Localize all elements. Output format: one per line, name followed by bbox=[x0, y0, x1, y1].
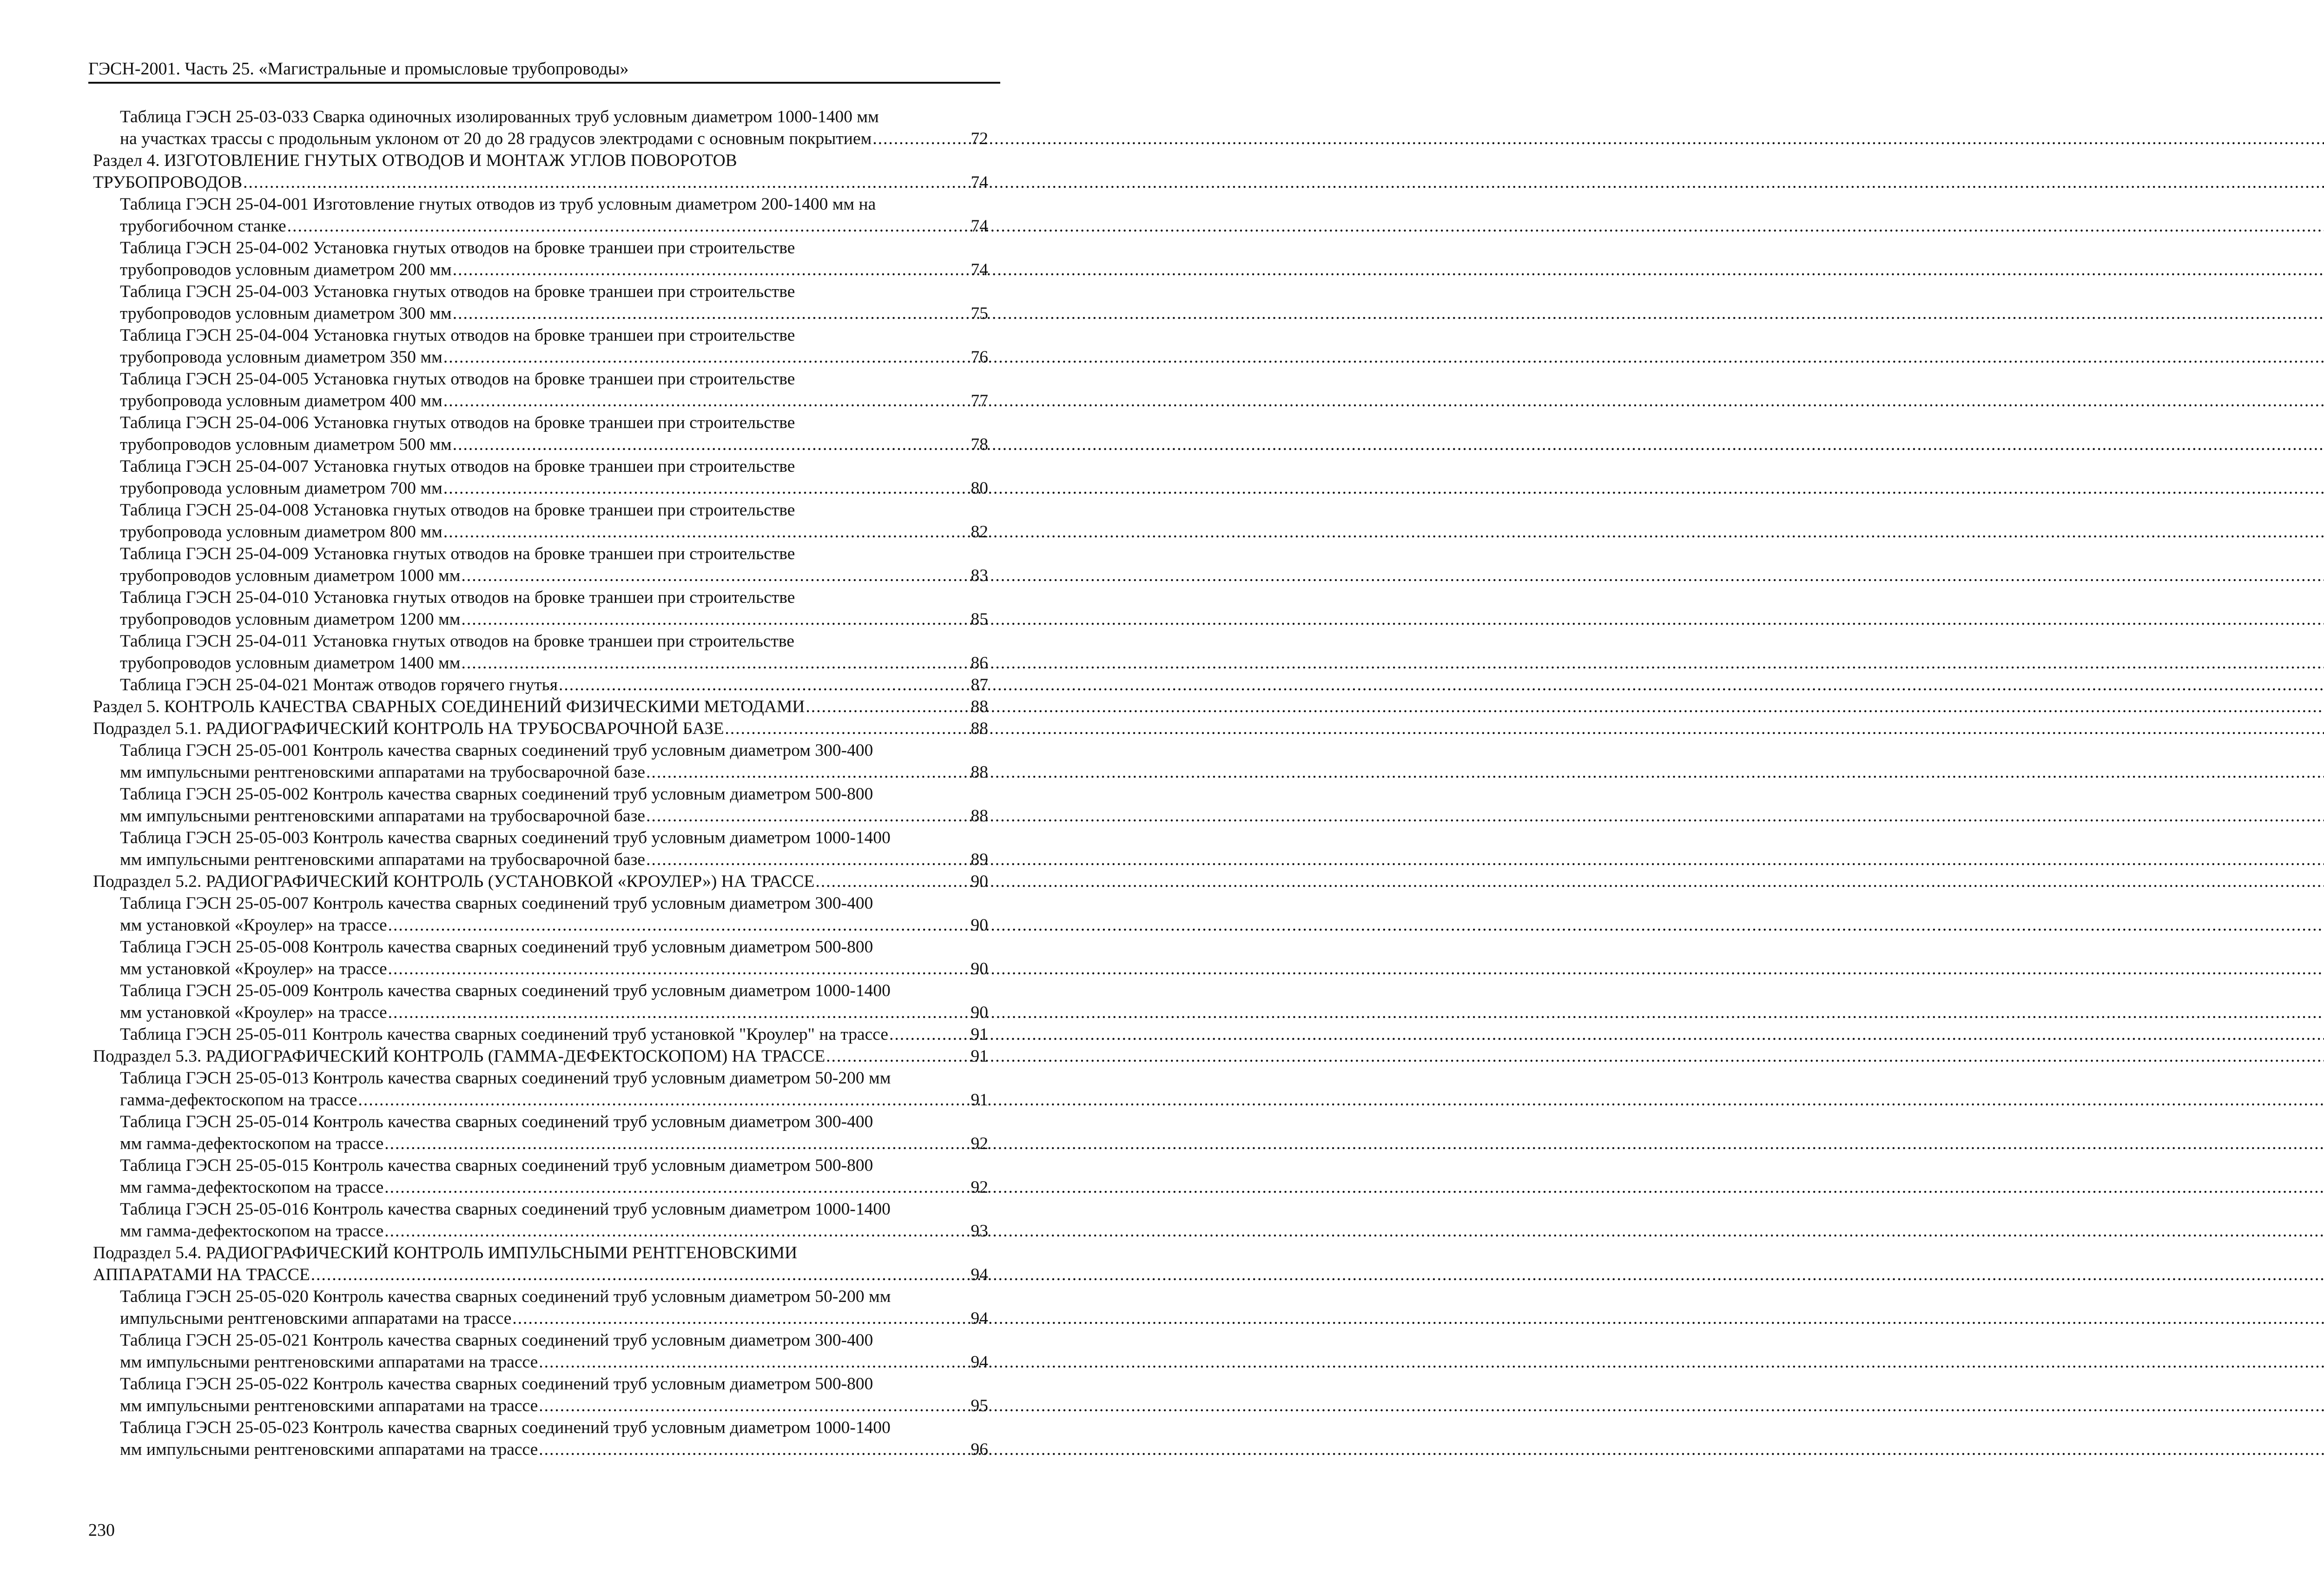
toc-table-entry bbox=[93, 1155, 988, 1198]
toc-page-number: 92 bbox=[971, 1178, 988, 1197]
toc-entry-last-line bbox=[120, 1351, 988, 1373]
toc-entry-text: Раздел 5. КОНТРОЛЬ КАЧЕСТВА СВАРНЫХ СОЕДИНЕНИЙ ФИЗИЧЕСКИМИ МЕТОДАМИ bbox=[93, 697, 805, 716]
toc-entry-last-line bbox=[120, 761, 988, 783]
toc-entry-text: трубопроводов условным диаметром 1000 мм bbox=[120, 566, 461, 585]
dot-leader bbox=[461, 652, 970, 674]
toc-table-entry bbox=[93, 1329, 988, 1373]
dot-leader bbox=[443, 477, 970, 499]
toc-entry-text: трубопроводов условным диаметром 300 мм bbox=[120, 304, 452, 323]
toc-table-entry bbox=[93, 106, 988, 150]
toc-entry-text: Таблица ГЭСН 25-05-021 Контроль качества сварных соединений труб условным диаметром 300-400 bbox=[120, 1331, 873, 1350]
toc-page-number: 72 bbox=[971, 129, 988, 148]
header-rule bbox=[88, 82, 1000, 84]
toc-entry-text: трубопровода условным диаметром 800 мм bbox=[120, 522, 442, 542]
toc-entry-last-line bbox=[120, 958, 988, 980]
toc-entry-text: Таблица ГЭСН 25-04-007 Установка гнутых отводов на бровке траншеи при строительстве bbox=[120, 457, 795, 476]
dot-leader bbox=[539, 1351, 970, 1373]
dot-leader bbox=[453, 303, 970, 324]
dot-leader bbox=[443, 390, 970, 412]
toc-entry-last-line bbox=[120, 215, 988, 237]
toc-entry-last-line bbox=[120, 674, 988, 696]
toc-entry-text: мм импульсными рентгеновскими аппаратами на трубосварочной базе bbox=[120, 850, 646, 869]
toc-entry-last-line bbox=[120, 1002, 988, 1024]
toc-page-number: 88 bbox=[971, 763, 988, 782]
toc-section-entry bbox=[93, 1242, 988, 1286]
toc-entry-text: мм установкой «Кроулер» на трассе bbox=[120, 1003, 387, 1022]
toc-entry-last-line bbox=[93, 172, 988, 193]
toc-entry-last-line bbox=[120, 303, 988, 324]
dot-leader bbox=[559, 674, 970, 696]
toc-table-entry bbox=[93, 1417, 988, 1460]
toc-entry-last-line bbox=[120, 390, 988, 412]
toc-entry-last-line bbox=[120, 1220, 988, 1242]
toc-entry-last-line bbox=[120, 346, 988, 368]
toc-entry-last-line bbox=[120, 914, 988, 936]
toc-page-number: 90 bbox=[971, 959, 988, 978]
toc-page-number: 77 bbox=[971, 391, 988, 410]
toc-page-number: 93 bbox=[971, 1222, 988, 1241]
toc-table-entry bbox=[93, 587, 988, 630]
toc-section-entry bbox=[93, 871, 988, 892]
dot-leader bbox=[889, 1024, 970, 1045]
toc-entry-last-line bbox=[120, 1176, 988, 1198]
toc-entry-text: Таблица ГЭСН 25-05-007 Контроль качества сварных соединений труб условным диаметром 300-400 bbox=[120, 894, 873, 913]
toc-entry-text: Таблица ГЭСН 25-04-021 Монтаж отводов горячего гнутья bbox=[120, 675, 558, 694]
toc-entry-text: мм гамма-дефектоскопом на трассе bbox=[120, 1178, 384, 1197]
toc-page-number: 80 bbox=[971, 479, 988, 498]
toc-entry-last-line bbox=[93, 1264, 988, 1286]
toc-page-number: 78 bbox=[971, 435, 988, 454]
toc-page-number: 88 bbox=[971, 719, 988, 738]
dot-leader bbox=[826, 1045, 970, 1067]
toc-table-entry bbox=[93, 892, 988, 936]
toc-entry-text: Таблица ГЭСН 25-04-008 Установка гнутых отводов на бровке траншеи при строительстве bbox=[120, 501, 795, 520]
toc-page-number: 86 bbox=[971, 654, 988, 673]
toc-entry-text: мм установкой «Кроулер» на трассе bbox=[120, 959, 387, 978]
toc-entry-text: Таблица ГЭСН 25-04-003 Установка гнутых отводов на бровке траншеи при строительстве bbox=[120, 282, 795, 301]
toc-entry-text: Таблица ГЭСН 25-04-011 Установка гнутых отводов на бровке траншеи при строительстве bbox=[120, 632, 794, 651]
toc-entry-last-line bbox=[120, 565, 988, 587]
toc-entry-last-line bbox=[120, 849, 988, 871]
toc-table-entry bbox=[93, 499, 988, 543]
dot-leader bbox=[384, 1220, 970, 1242]
toc-table-entry bbox=[93, 783, 988, 827]
toc-entry-last-line bbox=[120, 1133, 988, 1155]
dot-leader bbox=[388, 1002, 970, 1024]
toc-entry-text: мм импульсными рентгеновскими аппаратами на трубосварочной базе bbox=[120, 806, 646, 826]
toc-entry-text: ТРУБОПРОВОДОВ bbox=[93, 173, 243, 192]
toc-page-number: 90 bbox=[971, 872, 988, 891]
toc-page-number: 94 bbox=[971, 1309, 988, 1328]
toc-entry-text: Таблица ГЭСН 25-04-002 Установка гнутых отводов на бровке траншеи при строительстве bbox=[120, 238, 795, 258]
toc-page-number: 90 bbox=[971, 916, 988, 935]
toc-table-entry bbox=[93, 1111, 988, 1155]
toc-page-number: 74 bbox=[971, 173, 988, 192]
dot-leader bbox=[646, 849, 970, 871]
dot-leader bbox=[806, 696, 970, 718]
toc-table-entry bbox=[93, 827, 988, 871]
toc-page-number: 87 bbox=[971, 675, 988, 694]
dot-leader bbox=[646, 805, 970, 827]
toc-entry-text: мм импульсными рентгеновскими аппаратами на трассе bbox=[120, 1353, 538, 1372]
toc-page-number: 88 bbox=[971, 697, 988, 716]
toc-page-number: 75 bbox=[971, 304, 988, 323]
toc-section-entry bbox=[93, 1045, 988, 1067]
toc-entry-text: Таблица ГЭСН 25-05-013 Контроль качества сварных соединений труб условным диаметром 50-200 мм bbox=[120, 1069, 891, 1088]
toc-page-number: 95 bbox=[971, 1396, 988, 1415]
toc-entry-text: трубопровода условным диаметром 400 мм bbox=[120, 391, 442, 410]
toc-page-number: 88 bbox=[971, 806, 988, 826]
toc-entry-last-line bbox=[120, 1024, 988, 1045]
toc-entry-last-line bbox=[93, 1045, 988, 1067]
toc-entry-text: трубопровода условным диаметром 700 мм bbox=[120, 479, 442, 498]
toc-page-number: 91 bbox=[971, 1090, 988, 1110]
toc-entry-text: АППАРАТАМИ НА ТРАССЕ bbox=[93, 1265, 310, 1284]
toc-page-number: 74 bbox=[971, 217, 988, 236]
dot-leader bbox=[539, 1439, 970, 1460]
dot-leader bbox=[461, 608, 970, 630]
toc-entry-text: мм импульсными рентгеновскими аппаратами на трассе bbox=[120, 1396, 538, 1415]
toc-page-number: 92 bbox=[971, 1134, 988, 1153]
toc-entry-text: мм установкой «Кроулер» на трассе bbox=[120, 916, 387, 935]
toc-entry-last-line bbox=[120, 1395, 988, 1417]
toc-entry-last-line bbox=[120, 128, 988, 150]
toc-page-number: 76 bbox=[971, 348, 988, 367]
toc-page-number: 91 bbox=[971, 1025, 988, 1044]
toc-entry-text: Таблица ГЭСН 25-03-033 Сварка одиночных изолированных труб условным диаметром 1000-1400 мм bbox=[120, 107, 879, 126]
toc-entry-text: трубопроводов условным диаметром 500 мм bbox=[120, 435, 452, 454]
toc-page-number: 85 bbox=[971, 610, 988, 629]
toc-table-entry bbox=[93, 324, 988, 368]
toc-page-number: 96 bbox=[971, 1440, 988, 1459]
toc-entry-last-line bbox=[120, 608, 988, 630]
toc-page-number: 94 bbox=[971, 1265, 988, 1284]
toc-entry-text: трубогибочном станке bbox=[120, 217, 286, 236]
toc-entry-text: Раздел 4. ИЗГОТОВЛЕНИЕ ГНУТЫХ ОТВОДОВ И МОНТАЖ УГЛОВ ПОВОРОТОВ bbox=[93, 151, 737, 170]
dot-leader bbox=[443, 346, 970, 368]
toc-entry-text: Таблица ГЭСН 25-05-001 Контроль качества сварных соединений труб условным диаметром 300-400 bbox=[120, 741, 873, 760]
dot-leader bbox=[384, 1133, 970, 1155]
toc-entry-text: Таблица ГЭСН 25-04-010 Установка гнутых отводов на бровке траншеи при строительстве bbox=[120, 588, 795, 607]
table-of-contents bbox=[93, 106, 988, 1460]
document-page bbox=[0, 0, 1098, 1592]
toc-page-number: 89 bbox=[971, 850, 988, 869]
toc-table-entry bbox=[93, 193, 988, 237]
toc-table-entry bbox=[93, 237, 988, 281]
dot-leader bbox=[512, 1308, 970, 1329]
dot-leader bbox=[243, 172, 970, 193]
toc-entry-text: Подраздел 5.3. РАДИОГРАФИЧЕСКИЙ КОНТРОЛЬ (ГАММА-ДЕФЕКТОСКОПОМ) НА ТРАССЕ bbox=[93, 1047, 825, 1066]
toc-table-entry bbox=[93, 1286, 988, 1329]
toc-entry-text: Подраздел 5.1. РАДИОГРАФИЧЕСКИЙ КОНТРОЛЬ НА ТРУБОСВАРОЧНОЙ БАЗЕ bbox=[93, 719, 724, 738]
dot-leader bbox=[872, 128, 970, 150]
toc-table-entry bbox=[93, 281, 988, 324]
toc-page-number: 82 bbox=[971, 522, 988, 542]
toc-section-entry bbox=[93, 718, 988, 740]
toc-entry-text: Таблица ГЭСН 25-05-020 Контроль качества сварных соединений труб условным диаметром 50-200 мм bbox=[120, 1287, 891, 1306]
toc-entry-text: трубопроводов условным диаметром 1400 мм bbox=[120, 654, 461, 673]
dot-leader bbox=[388, 958, 970, 980]
toc-entry-text: мм импульсными рентгеновскими аппаратами на трассе bbox=[120, 1440, 538, 1459]
toc-table-entry bbox=[93, 412, 988, 456]
toc-entry-text: Таблица ГЭСН 25-04-004 Установка гнутых отводов на бровке траншеи при строительстве bbox=[120, 326, 795, 345]
toc-entry-text: Подраздел 5.4. РАДИОГРАФИЧЕСКИЙ КОНТРОЛЬ ИМПУЛЬСНЫМИ РЕНТГЕНОВСКИМИ bbox=[93, 1243, 798, 1262]
dot-leader bbox=[358, 1089, 970, 1111]
dot-leader bbox=[453, 434, 970, 456]
toc-entry-text: импульсными рентгеновскими аппаратами на трассе bbox=[120, 1309, 512, 1328]
toc-entry-text: трубопроводов условным диаметром 200 мм bbox=[120, 260, 452, 279]
toc-entry-text: на участках трассы с продольным уклоном от 20 до 28 градусов электродами с основным покрытием bbox=[120, 129, 872, 148]
running-header: ГЭСН-2001. Часть 25. «Магистральные и промысловые трубопроводы» bbox=[88, 59, 629, 79]
toc-table-entry bbox=[93, 1024, 988, 1045]
toc-table-entry bbox=[93, 1067, 988, 1111]
toc-entry-last-line bbox=[120, 1439, 988, 1460]
dot-leader bbox=[725, 718, 970, 740]
toc-entry-text: Таблица ГЭСН 25-05-015 Контроль качества сварных соединений труб условным диаметром 500-800 bbox=[120, 1156, 873, 1175]
toc-entry-last-line bbox=[120, 652, 988, 674]
toc-section-entry bbox=[93, 696, 988, 718]
toc-table-entry bbox=[93, 936, 988, 980]
dot-leader bbox=[815, 871, 970, 892]
toc-entry-text: Таблица ГЭСН 25-04-006 Установка гнутых отводов на бровке траншеи при строительстве bbox=[120, 413, 795, 432]
toc-table-entry bbox=[93, 740, 988, 783]
dot-leader bbox=[287, 215, 970, 237]
toc-entry-text: мм гамма-дефектоскопом на трассе bbox=[120, 1134, 384, 1153]
toc-entry-text: Таблица ГЭСН 25-05-022 Контроль качества сварных соединений труб условным диаметром 500-800 bbox=[120, 1374, 873, 1394]
toc-table-entry bbox=[93, 456, 988, 499]
toc-entry-text: Подраздел 5.2. РАДИОГРАФИЧЕСКИЙ КОНТРОЛЬ (УСТАНОВКОЙ «КРОУЛЕР») НА ТРАССЕ bbox=[93, 872, 815, 891]
dot-leader bbox=[311, 1264, 970, 1286]
toc-page-number: 91 bbox=[971, 1047, 988, 1066]
toc-entry-last-line bbox=[93, 718, 988, 740]
toc-entry-text: Таблица ГЭСН 25-05-014 Контроль качества сварных соединений труб условным диаметром 300-400 bbox=[120, 1112, 873, 1131]
toc-entry-text: мм гамма-дефектоскопом на трассе bbox=[120, 1222, 384, 1241]
toc-table-entry bbox=[93, 368, 988, 412]
dot-leader bbox=[646, 761, 970, 783]
toc-entry-text: гамма-дефектоскопом на трассе bbox=[120, 1090, 357, 1110]
dot-leader bbox=[443, 521, 970, 543]
toc-table-entry bbox=[93, 630, 988, 674]
dot-leader bbox=[384, 1176, 970, 1198]
toc-table-entry bbox=[93, 1373, 988, 1417]
toc-page-number: 74 bbox=[971, 260, 988, 279]
toc-section-entry bbox=[93, 150, 988, 193]
toc-entry-last-line bbox=[93, 871, 988, 892]
toc-entry-text: мм импульсными рентгеновскими аппаратами на трубосварочной базе bbox=[120, 763, 646, 782]
toc-entry-text: Таблица ГЭСН 25-05-023 Контроль качества сварных соединений труб условным диаметром 1000-1400 bbox=[120, 1418, 891, 1437]
toc-table-entry bbox=[93, 674, 988, 696]
toc-entry-text: Таблица ГЭСН 25-04-001 Изготовление гнутых отводов из труб условным диаметром 200-1400 мм на bbox=[120, 195, 876, 214]
toc-entry-last-line bbox=[93, 696, 988, 718]
dot-leader bbox=[453, 259, 970, 281]
dot-leader bbox=[388, 914, 970, 936]
toc-entry-text: Таблица ГЭСН 25-05-002 Контроль качества сварных соединений труб условным диаметром 500-800 bbox=[120, 785, 873, 804]
toc-entry-last-line bbox=[120, 477, 988, 499]
toc-entry-text: Таблица ГЭСН 25-05-016 Контроль качества сварных соединений труб условным диаметром 1000-1400 bbox=[120, 1200, 891, 1219]
toc-table-entry bbox=[93, 543, 988, 587]
toc-entry-text: Таблица ГЭСН 25-05-011 Контроль качества сварных соединений труб установкой "Кроулер" на трассе bbox=[120, 1025, 889, 1044]
toc-entry-last-line bbox=[120, 434, 988, 456]
toc-entry-text: Таблица ГЭСН 25-05-009 Контроль качества сварных соединений труб условным диаметром 1000-1400 bbox=[120, 981, 891, 1000]
toc-page-number: 83 bbox=[971, 566, 988, 585]
toc-entry-text: Таблица ГЭСН 25-04-005 Установка гнутых отводов на бровке траншеи при строительстве bbox=[120, 370, 795, 389]
dot-leader bbox=[461, 565, 970, 587]
toc-table-entry bbox=[93, 1198, 988, 1242]
toc-entry-text: Таблица ГЭСН 25-05-008 Контроль качества сварных соединений труб условным диаметром 500-800 bbox=[120, 938, 873, 957]
toc-entry-last-line bbox=[120, 259, 988, 281]
toc-entry-text: трубопроводов условным диаметром 1200 мм bbox=[120, 610, 461, 629]
toc-page-number: 90 bbox=[971, 1003, 988, 1022]
toc-entry-text: Таблица ГЭСН 25-05-003 Контроль качества сварных соединений труб условным диаметром 1000-1400 bbox=[120, 828, 891, 847]
toc-page-number: 94 bbox=[971, 1353, 988, 1372]
page-number: 230 bbox=[88, 1520, 115, 1540]
toc-entry-text: Таблица ГЭСН 25-04-009 Установка гнутых отводов на бровке траншеи при строительстве bbox=[120, 544, 795, 563]
toc-entry-text: трубопровода условным диаметром 350 мм bbox=[120, 348, 442, 367]
dot-leader bbox=[539, 1395, 970, 1417]
toc-entry-last-line bbox=[120, 521, 988, 543]
toc-entry-last-line bbox=[120, 1308, 988, 1329]
toc-table-entry bbox=[93, 980, 988, 1024]
toc-entry-last-line bbox=[120, 1089, 988, 1111]
toc-entry-last-line bbox=[120, 805, 988, 827]
